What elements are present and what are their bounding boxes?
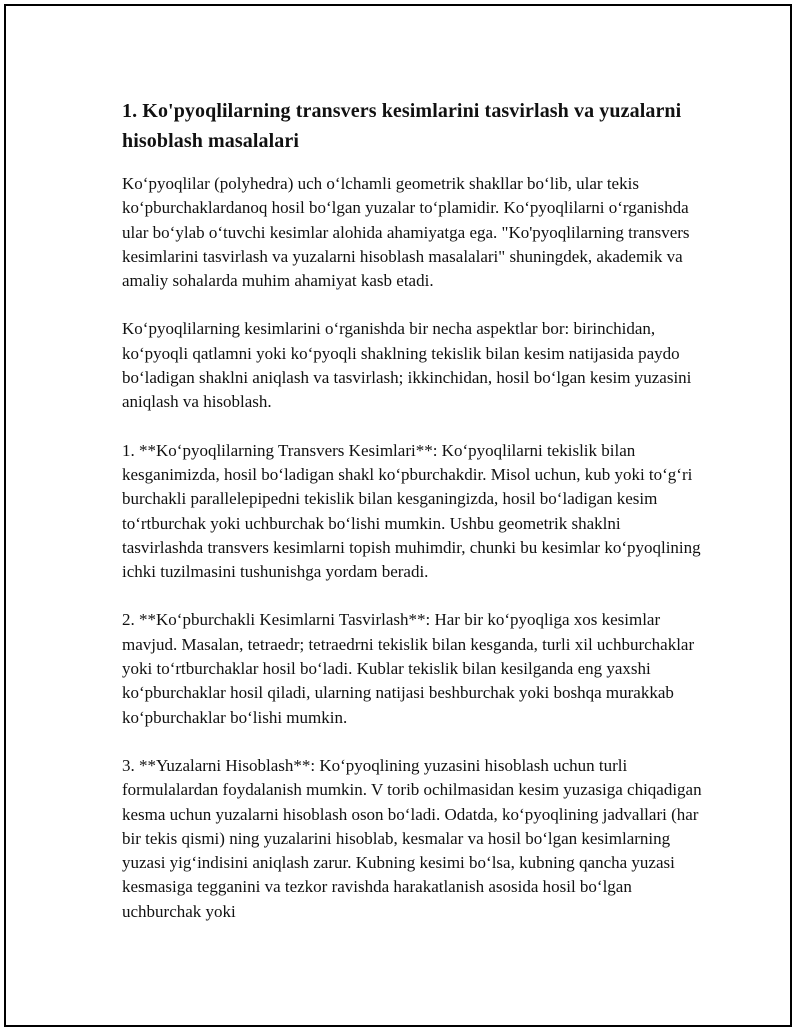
document-page xyxy=(4,4,792,1027)
paragraph-intro: Ko‘pyoqlilar (polyhedra) uch o‘lchamli geometrik shakllar bo‘lib, ular tekis ko‘pburchaklardanoq hosil bo‘lgan yuzalar to‘plamidir. Ko‘pyoqlilarni o‘rganishda ular bo‘ylab o‘tuvchi kesimlar alohida ahamiyatga ega. "Ko'pyoqlilarning transvers kesimlarini tasvirlash va yuzalarni hisoblash masalalari" shuningdek, akademik va amaliy sohalarda muhim ahamiyat kasb etadi. xyxy=(122,174,690,291)
paragraph-transverse-sections: 1. **Ko‘pyoqlilarning Transvers Kesimlari**: Ko‘pyoqlilarni tekislik bilan kesganimizda, hosil bo‘ladigan shakl ko‘pburchakdir. Misol uchun, kub yoki to‘g‘ri burchakli parallelepipedni tekislik bilan kesganingizda, hosil bo‘ladigan kesim to‘rtburchak yoki uchburchak bo‘lishi mumkin. Ushbu geometrik shaklni tasvirlashda transvers kesimlarni topish muhimdir, chunki bu kesimlar ko‘pyoqlining ichki tuzilmasini tushunishga yordam beradi. xyxy=(122,440,701,582)
paragraph-polygon-sections: 2. **Ko‘pburchakli Kesimlarni Tasvirlash**: Har bir ko‘pyoqliga xos kesimlar mavjud. Masalan, tetraedr; tetraedrni tekislik bilan kesganda, turli xil uchburchaklar yoki to‘rtburchaklar hosil bo‘ladi. Kublar tekislik bilan kesilganda eng yaxshi ko‘pburchaklar hosil qiladi, ularning natijasi beshburchak yoki boshqa murakkab ko‘pburchaklar bo‘lishi mumkin. xyxy=(122,610,695,727)
document-title: 1. Ko'pyoqlilarning transvers kesimlarini tasvirlash va yuzalarni hisoblash masalalari xyxy=(122,100,682,152)
document-body xyxy=(122,96,702,924)
paragraph-aspects: Ko‘pyoqlilarning kesimlarini o‘rganishda bir necha aspektlar bor: birinchidan, ko‘pyoqli qatlamni yoki ko‘pyoqli shaklning tekislik bilan kesim natijasida paydo bo‘ladigan shaklni aniqlash va tasvirlash; ikkinchidan, hosil bo‘lgan kesim yuzasini aniqlash va hisoblash. xyxy=(122,319,692,412)
paragraph-area-calculation: 3. **Yuzalarni Hisoblash**: Ko‘pyoqlining yuzasini hisoblash uchun turli formulalardan foydalanish mumkin. V torib ochilmasidan kesim yuzasiga chiqadigan kesma uchun yuzalarni hisoblash oson bo‘ladi. Odatda, ko‘pyoqlining jadvallari (har bir tekis qismi) ning yuzalarini hisoblab, kesmalar va hosil bo‘lgan kesimlarning yuzasi yig‘indisini aniqlash zarur. Kubning kesimi bo‘lsa, kubning qancha yuzasi kesmasiga tegganini va tezkor ravishda harakatlanish asosida hosil bo‘lgan uchburchak yoki xyxy=(122,755,702,921)
